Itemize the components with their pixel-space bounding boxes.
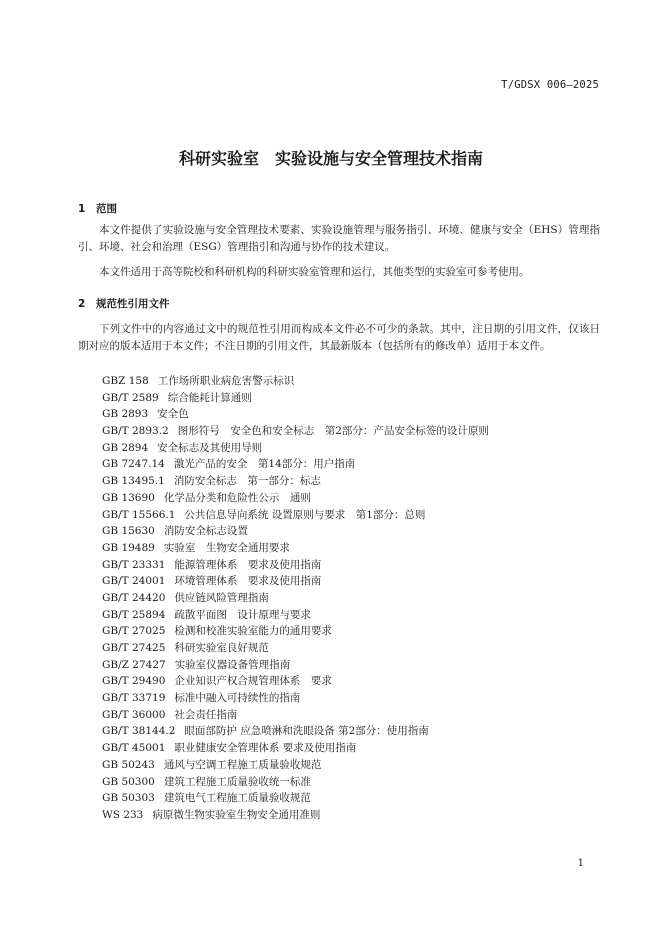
reference-code: GB/T 25894 — [102, 608, 166, 621]
reference-item — [102, 707, 489, 724]
reference-code: GB/T 24420 — [102, 591, 166, 604]
page-number: 1 — [577, 858, 584, 869]
reference-title: 图形符号 安全色和安全标志 第2部分：产品安全标签的设计原则 — [177, 425, 489, 438]
reference-title: 能源管理体系 要求及使用指南 — [174, 558, 322, 571]
scope-paragraph-2: 本文件适用于高等院校和科研机构的科研实验室管理和运行，其他类型的实验室可参考使用。 — [99, 266, 530, 278]
reference-code: GB/T 2893.2 — [102, 425, 169, 438]
reference-title: 建筑电气工程施工质量验收规范 — [163, 792, 311, 805]
reference-item — [102, 807, 489, 824]
reference-item — [102, 373, 489, 390]
reference-code: GB 50303 — [102, 792, 155, 805]
section-heading-normative-references — [78, 296, 170, 311]
reference-item — [102, 490, 489, 507]
reference-code: GB 2893 — [102, 408, 149, 421]
reference-code: GB 13495.1 — [102, 475, 165, 488]
reference-title: 疏散平面图 设计原理与要求 — [174, 608, 311, 621]
reference-item — [102, 623, 489, 640]
reference-title: 职业健康安全管理体系 要求及使用指南 — [174, 742, 357, 755]
section-heading-scope — [78, 201, 117, 216]
reference-title: 消防安全标志设置 — [163, 525, 248, 538]
reference-title: 建筑工程施工质量验收统一标准 — [163, 775, 311, 788]
reference-title: 公共信息导向系统 设置原则与要求 第1部分：总则 — [184, 508, 426, 521]
reference-item — [102, 657, 489, 674]
reference-title: 供应链风险管理指南 — [174, 591, 269, 604]
reference-item — [102, 774, 489, 791]
reference-code: GB/T 27025 — [102, 625, 166, 638]
reference-title: 通风与空调工程施工质量验收规范 — [163, 758, 322, 771]
reference-item — [102, 590, 489, 607]
reference-item — [102, 473, 489, 490]
reference-title: 环境管理体系 要求及使用指南 — [174, 575, 322, 588]
reference-item — [102, 723, 489, 740]
reference-title: 激光产品的安全 第14部分：用户指南 — [173, 458, 356, 471]
reference-title: 实验室仪器设备管理指南 — [174, 658, 291, 671]
reference-item — [102, 607, 489, 624]
reference-item — [102, 573, 489, 590]
reference-title: 检测和校准实验室能力的通用要求 — [174, 625, 332, 638]
reference-code: GB/T 33719 — [102, 692, 166, 705]
reference-title: 综合能耗计算通则 — [167, 391, 252, 404]
document-code: T/GDSX 006—2025 — [501, 79, 599, 91]
reference-code: GB/T 23331 — [102, 558, 166, 571]
reference-item — [102, 690, 489, 707]
reference-code: GB 50300 — [102, 775, 155, 788]
reference-code: GB/T 2589 — [102, 391, 159, 404]
reference-item — [102, 540, 489, 557]
reference-item — [102, 406, 489, 423]
reference-item — [102, 790, 489, 807]
section-title: 规范性引用文件 — [96, 298, 170, 310]
reference-title: 实验室 生物安全通用要求 — [163, 541, 290, 554]
reference-item — [102, 456, 489, 473]
reference-item — [102, 673, 489, 690]
section-number: 1 — [78, 203, 86, 215]
reference-code: GB 2894 — [102, 441, 149, 454]
scope-paragraph-1: 本文件提供了实验设施与安全管理技术要素、实验设施管理与服务指引、环境、健康与安全（EHS）管理指引、环境、社会和治理（ESG）管理指引和沟通与协作的技术建议。 — [78, 224, 600, 253]
reference-code: GB/T 36000 — [102, 708, 166, 721]
reference-code: GB/T 38144.2 — [102, 725, 176, 738]
reference-code: GB 15630 — [102, 525, 155, 538]
reference-title: 标准中融入可持续性的指南 — [174, 692, 301, 705]
section-title: 范围 — [96, 203, 117, 215]
reference-item — [102, 740, 489, 757]
reference-title: 科研实验室良好规范 — [174, 642, 269, 654]
reference-code: GB/T 24001 — [102, 575, 166, 588]
reference-item — [102, 423, 489, 440]
reference-code: GB/T 15566.1 — [102, 508, 176, 521]
reference-item — [102, 440, 489, 457]
references-intro-paragraph: 下列文件中的内容通过文中的规范性引用而构成本文件必不可少的条款。其中，注日期的引用文件，仅该日期对应的版本适用于本文件；不注日期的引用文件，其最新版本（包括所有的修改单）适用于本文件。 — [78, 323, 600, 352]
reference-item — [102, 557, 489, 574]
reference-item — [102, 390, 489, 407]
reference-code: GB/Z 27427 — [102, 658, 166, 671]
reference-item — [102, 507, 489, 524]
reference-code: GBZ 158 — [102, 375, 149, 387]
reference-code: GB/T 45001 — [102, 742, 166, 755]
reference-item — [102, 757, 489, 774]
reference-title: 消防安全标志 第一部分：标志 — [173, 475, 321, 488]
reference-title: 安全标志及其使用导则 — [157, 441, 263, 454]
document-title: 科研实验室 实验设施与安全管理技术指南 — [178, 149, 483, 168]
reference-title: 安全色 — [157, 408, 189, 421]
reference-title: 病原微生物实验室生物安全通用准则 — [152, 808, 321, 821]
reference-item — [102, 640, 489, 657]
reference-code: WS 233 — [102, 808, 144, 821]
reference-list — [102, 373, 489, 824]
reference-item — [102, 523, 489, 540]
reference-code: GB/T 29490 — [102, 675, 166, 688]
reference-title: 企业知识产权合规管理体系 要求 — [174, 675, 332, 688]
reference-code: GB 19489 — [102, 541, 155, 554]
reference-code: GB 7247.14 — [102, 458, 165, 471]
reference-title: 工作场所职业病危害警示标识 — [157, 375, 295, 387]
reference-title: 社会责任指南 — [174, 708, 238, 721]
reference-code: GB 50243 — [102, 758, 155, 771]
reference-title: 眼面部防护 应急喷淋和洗眼设备 第2部分：使用指南 — [184, 725, 429, 738]
reference-code: GB 13690 — [102, 491, 155, 504]
reference-title: 化学品分类和危险性公示 通则 — [163, 491, 311, 504]
section-number: 2 — [78, 298, 86, 310]
reference-code: GB/T 27425 — [102, 642, 166, 654]
